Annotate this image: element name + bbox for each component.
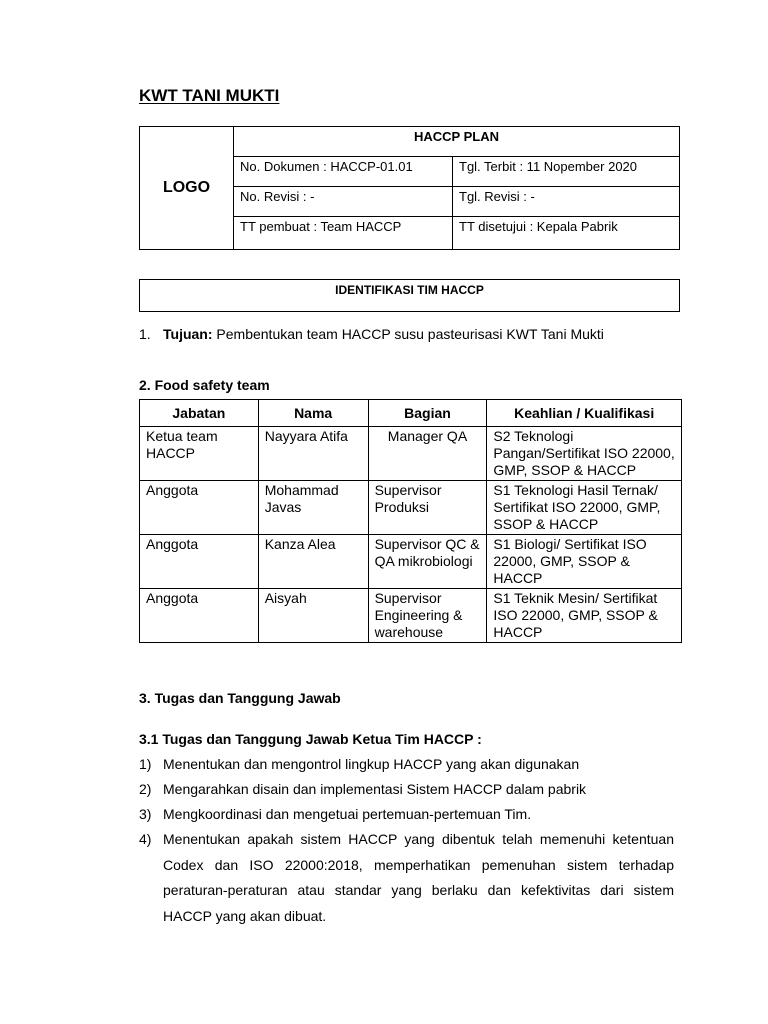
qualification-cell: S1 Teknik Mesin/ Sertifikat ISO 22000, GMP, SSOP & HACCP: [487, 589, 682, 643]
list-number: 4): [139, 831, 152, 847]
document-number: No. Dokumen : HACCP-01.01: [234, 157, 453, 186]
qualification-cell: S1 Biologi/ Sertifikat ISO 22000, GMP, SSOP & HACCP: [487, 535, 682, 589]
identification-title-box: IDENTIFIKASI TIM HACCP: [139, 279, 680, 312]
objective-text: Pembentukan team HACCP susu pasteurisasi KWT Tani Mukti: [212, 326, 604, 342]
prepared-by: TT pembuat : Team HACCP: [234, 217, 453, 249]
position-cell: Anggota: [140, 481, 259, 535]
objective-label: Tujuan:: [163, 326, 213, 342]
list-number: 3): [139, 806, 152, 822]
list-number: 2): [139, 781, 152, 797]
column-header: Nama: [258, 400, 368, 427]
table-row: [140, 589, 682, 643]
document-header-table: [139, 126, 680, 250]
header-row-document: [234, 157, 679, 187]
table-row: [140, 427, 682, 481]
department-cell: Supervisor Produksi: [368, 481, 487, 535]
name-cell: Mohammad Javas: [258, 481, 368, 535]
name-cell: Kanza Alea: [258, 535, 368, 589]
department-cell: Supervisor QC & QA mikrobiologi: [368, 535, 487, 589]
issue-date: Tgl. Terbit : 11 Nopember 2020: [459, 159, 638, 174]
column-header: Jabatan: [140, 400, 259, 427]
header-title-row: [234, 127, 679, 157]
section-number: 1.: [139, 326, 151, 342]
section-food-safety-team: 2. Food safety team: [139, 377, 270, 393]
header-row-signatures: [234, 217, 679, 249]
revision-date: Tgl. Revisi : -: [459, 189, 535, 204]
section-leader-duties-title: 3.1 Tugas dan Tanggung Jawab Ketua Tim HACCP :: [139, 731, 482, 747]
list-number: 1): [139, 756, 152, 772]
revision-number: No. Revisi : -: [234, 187, 453, 216]
column-header: Keahlian / Kualifikasi: [487, 400, 682, 427]
list-text: Menentukan dan mengontrol lingkup HACCP yang akan digunakan: [163, 756, 580, 772]
company-name: KWT TANI MUKTI: [139, 86, 280, 105]
list-text: Mengarahkan disain dan implementasi Sistem HACCP dalam pabrik: [163, 781, 587, 797]
qualification-cell: S2 Teknologi Pangan/Sertifikat ISO 22000, GMP, SSOP & HACCP: [487, 427, 682, 481]
header-row-revision: [234, 187, 679, 217]
position-cell: Anggota: [140, 535, 259, 589]
position-cell: Ketua team HACCP: [140, 427, 259, 481]
list-text: Mengkoordinasi dan mengetuai pertemuan-pertemuan Tim.: [163, 806, 532, 822]
table-header-row: [140, 400, 682, 427]
name-cell: Aisyah: [258, 589, 368, 643]
name-cell: Nayyara Atifa: [258, 427, 368, 481]
list-text: Menentukan apakah sistem HACCP yang dibentuk telah memenuhi ketentuan Codex dan ISO 22000:2018, memperhatikan pemenuhan sistem terhadap peraturan-peraturan atau standar yang berlaku dan kefektivitas dari sistem HACCP yang akan dibuat.: [163, 831, 674, 924]
document-title: HACCP PLAN: [414, 129, 499, 144]
approved-by: TT disetujui : Kepala Pabrik: [459, 219, 618, 234]
logo-placeholder: LOGO: [140, 127, 234, 249]
table-row: [140, 535, 682, 589]
department-cell: Supervisor Engineering & warehouse: [368, 589, 487, 643]
food-safety-team-table: [139, 399, 682, 643]
section-duties: 3. Tugas dan Tanggung Jawab: [139, 690, 341, 706]
qualification-cell: S1 Teknologi Hasil Ternak/ Sertifikat ISO 22000, GMP, SSOP & HACCP: [487, 481, 682, 535]
department-cell: Manager QA: [368, 427, 487, 481]
position-cell: Anggota: [140, 589, 259, 643]
column-header: Bagian: [368, 400, 487, 427]
table-row: [140, 481, 682, 535]
